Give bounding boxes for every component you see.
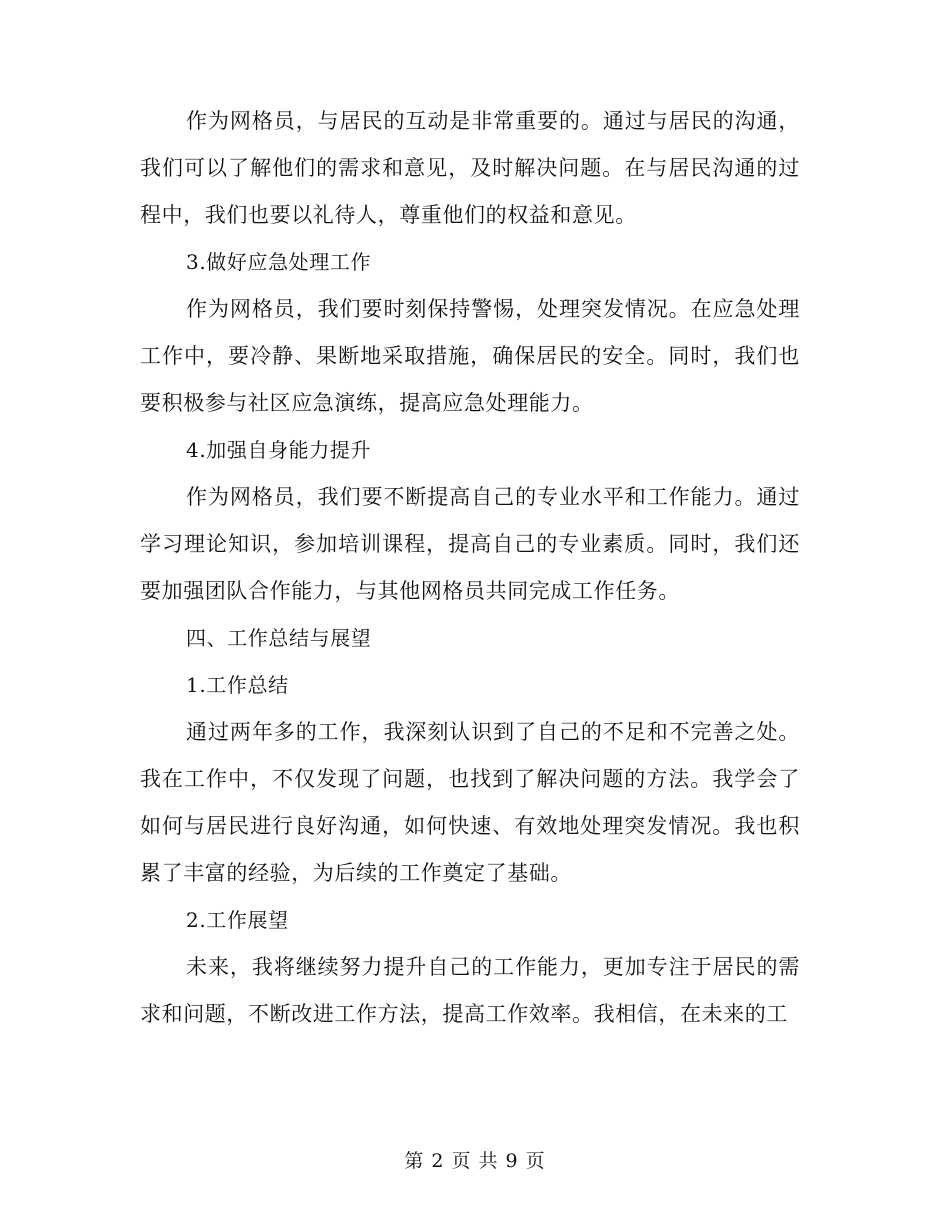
section-heading-work-outlook: 2.工作展望 bbox=[186, 908, 289, 932]
page-number-footer: 第 2 页 共 9 页 bbox=[404, 1150, 546, 1172]
paragraph-work-summary: 通过两年多的工作，我深刻认识到了自己的不足和不完善之处。我在工作中，不仅发现了问题，也找到了解决问题的方法。我学会了如何与居民进行良好沟通，如何快速、有效地处理突发情况。我也积累了丰富的经验，为后续的工作奠定了基础。 bbox=[140, 720, 800, 885]
paragraph-work-outlook: 未来，我将继续努力提升自己的工作能力，更加专注于居民的需求和问题，不断改进工作方法，提高工作效率。我相信，在未来的工 bbox=[140, 955, 800, 1026]
paragraph-self-improvement: 作为网格员，我们要不断提高自己的专业水平和工作能力。通过学习理论知识，参加培训课程，提高自己的专业素质。同时，我们还要加强团队合作能力，与其他网格员共同完成工作任务。 bbox=[140, 485, 800, 603]
section-heading-self-improvement: 4.加强自身能力提升 bbox=[186, 438, 372, 462]
paragraph-resident-interaction: 作为网格员，与居民的互动是非常重要的。通过与居民的沟通，我们可以了解他们的需求和意见，及时解决问题。在与居民沟通的过程中，我们也要以礼待人，尊重他们的权益和意见。 bbox=[140, 109, 800, 227]
section-heading-work-summary: 1.工作总结 bbox=[186, 673, 289, 697]
paragraph-emergency-handling: 作为网格员，我们要时刻保持警惕，处理突发情况。在应急处理工作中，要冷静、果断地采取措施，确保居民的安全。同时，我们也要积极参与社区应急演练，提高应急处理能力。 bbox=[140, 297, 800, 415]
chapter-heading-summary-outlook: 四、工作总结与展望 bbox=[186, 626, 372, 650]
document-body bbox=[140, 98, 800, 1038]
section-heading-emergency: 3.做好应急处理工作 bbox=[186, 250, 372, 274]
